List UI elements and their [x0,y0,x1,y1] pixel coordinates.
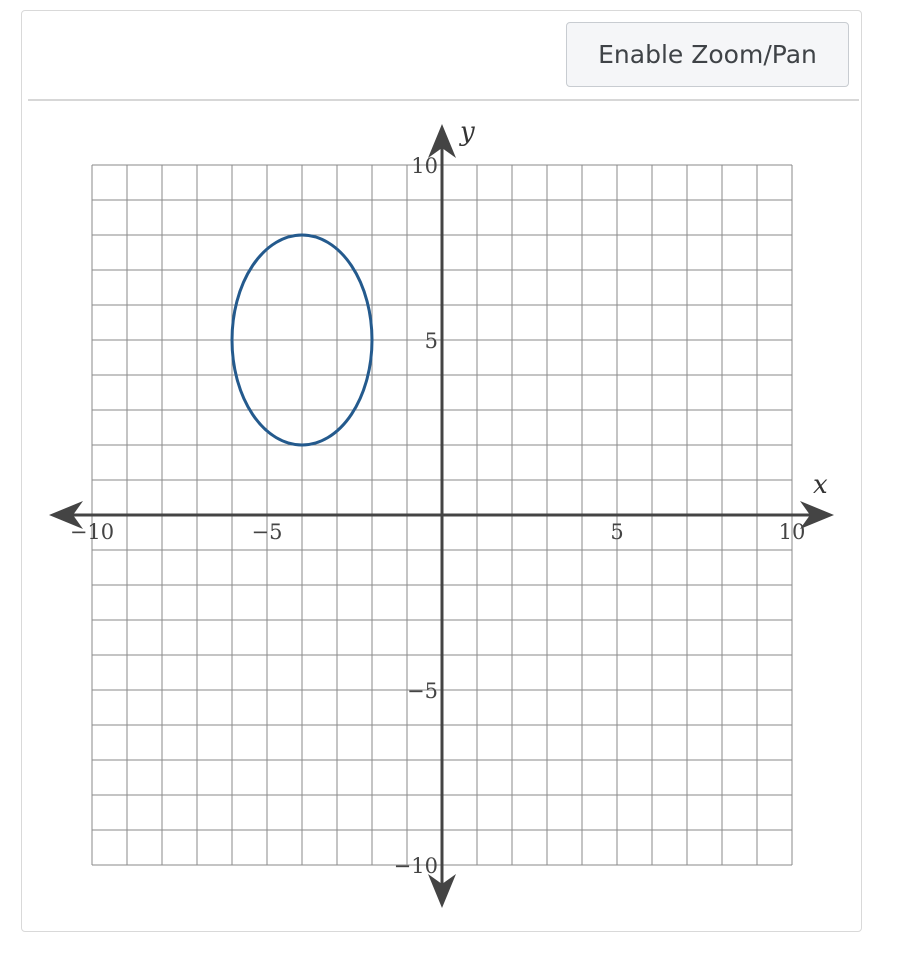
y-axis-label: y [460,117,475,147]
y-tick-label: 5 [424,329,438,353]
x-axis-label: x [813,470,828,500]
axes [49,124,834,908]
y-tick-label: 10 [411,154,438,178]
enable-zoom-pan-button[interactable]: Enable Zoom/Pan [566,22,849,87]
x-tick-label: 10 [778,520,806,544]
y-tick-label: −10 [393,854,438,878]
x-tick-label: −10 [69,520,115,544]
y-tick-label: −5 [407,679,438,703]
tick-labels [70,117,828,878]
x-tick-label: 5 [610,520,624,544]
x-tick-label: −5 [251,520,283,544]
